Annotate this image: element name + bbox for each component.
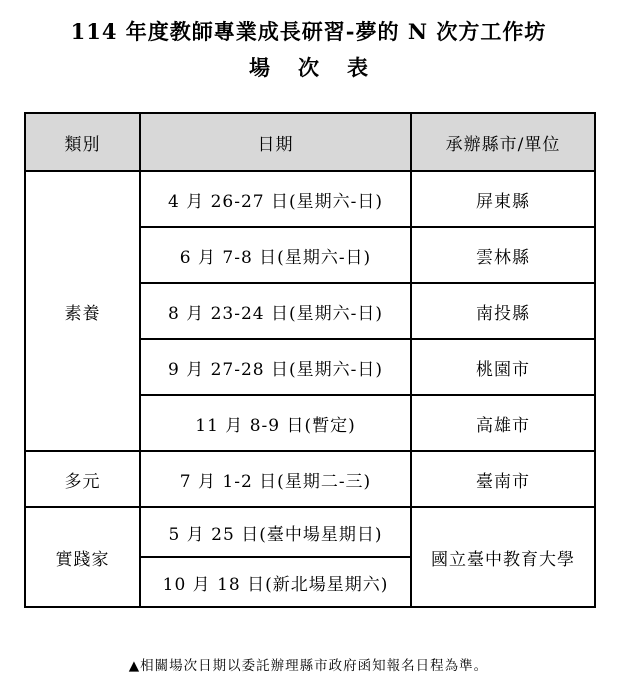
page-title: 114 年度教師專業成長研習-夢的 N 次方工作坊 (70, 19, 547, 44)
schedule-table (24, 112, 596, 608)
host-cell: 屏東縣 (411, 171, 595, 227)
host-cell: 桃園市 (411, 339, 595, 395)
table-header-row (25, 113, 595, 171)
date-cell: 10 月 18 日(新北場星期六) (140, 557, 411, 607)
table-row (25, 451, 595, 507)
date-cell: 6 月 7-8 日(星期六-日) (140, 227, 411, 283)
subtitle-char: 場 (249, 55, 270, 80)
date-cell: 7 月 1-2 日(星期二-三) (140, 451, 411, 507)
category-cell: 實踐家 (25, 507, 140, 607)
host-cell: 臺南市 (411, 451, 595, 507)
page-subtitle (0, 52, 617, 82)
category-cell: 素養 (25, 171, 140, 451)
header-date: 日期 (140, 113, 411, 171)
date-cell: 5 月 25 日(臺中場星期日) (140, 507, 411, 557)
table-row (25, 507, 595, 557)
date-cell: 9 月 27-28 日(星期六-日) (140, 339, 411, 395)
host-cell: 南投縣 (411, 283, 595, 339)
header-category: 類別 (25, 113, 140, 171)
table-row (25, 171, 595, 227)
date-cell: 4 月 26-27 日(星期六-日) (140, 171, 411, 227)
date-cell: 8 月 23-24 日(星期六-日) (140, 283, 411, 339)
category-cell: 多元 (25, 451, 140, 507)
host-cell: 國立臺中教育大學 (411, 507, 595, 607)
host-cell: 雲林縣 (411, 227, 595, 283)
header-host: 承辦縣市/單位 (411, 113, 595, 171)
subtitle-char: 表 (347, 55, 368, 80)
subtitle-char: 次 (298, 55, 319, 80)
host-cell: 高雄市 (411, 395, 595, 451)
footnote: ▲相關場次日期以委託辦理縣市政府函知報名日程為準。 (128, 658, 489, 674)
date-cell: 11 月 8-9 日(暫定) (140, 395, 411, 451)
